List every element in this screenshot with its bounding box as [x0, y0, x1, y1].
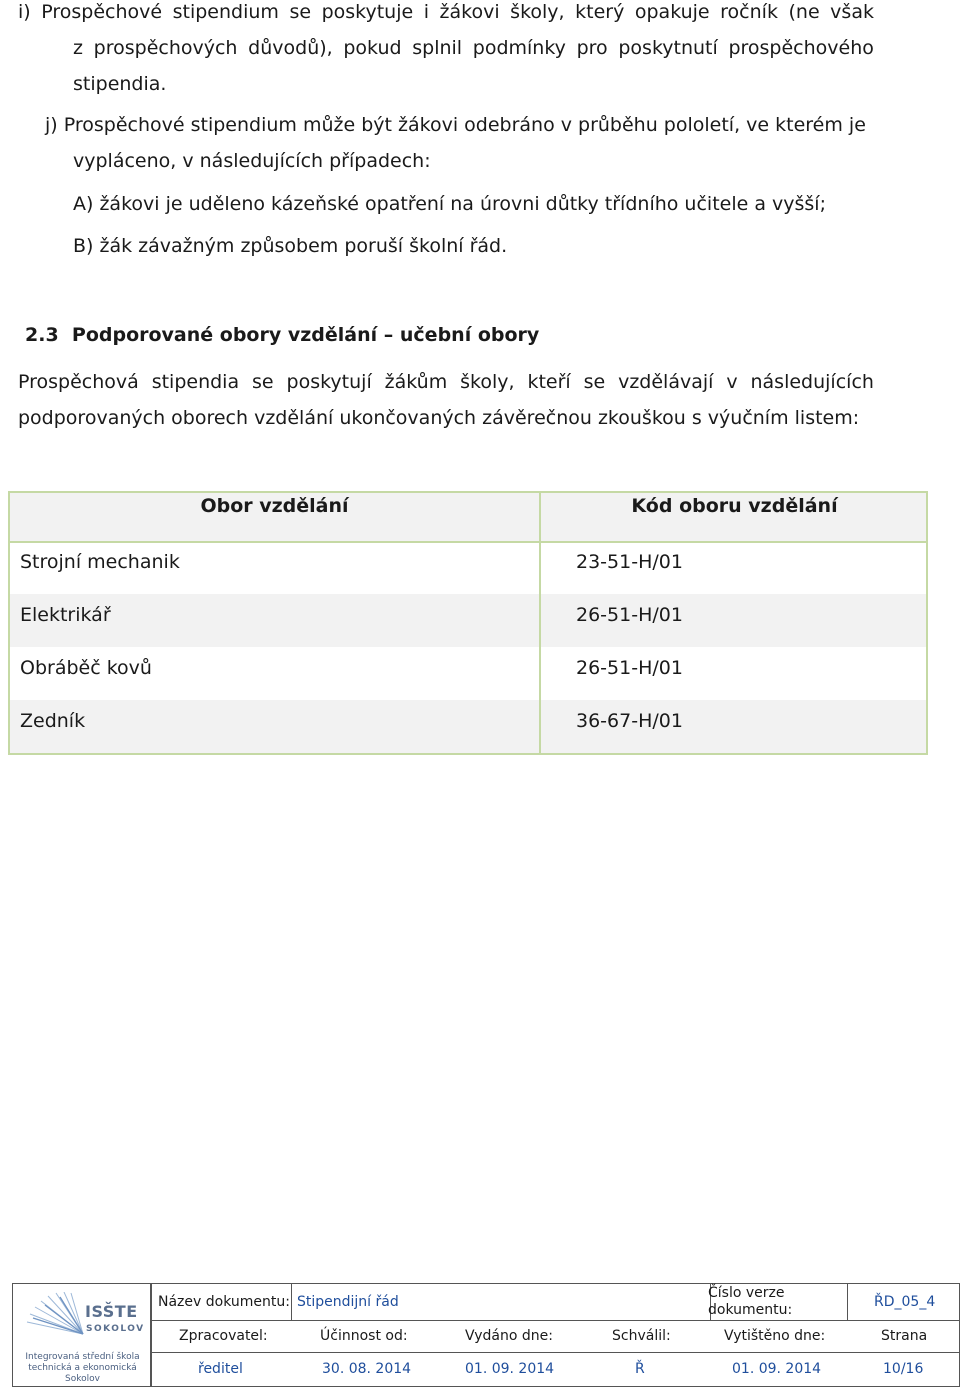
cell-kod: 26-51-H/01 — [576, 604, 683, 626]
cell-kod: 36-67-H/01 — [576, 710, 683, 732]
cell-obor: Strojní mechanik — [20, 551, 180, 573]
word: stipendium — [172, 1, 279, 23]
word: podmínky — [472, 37, 566, 59]
label-strana: Strana — [881, 1328, 928, 1344]
document-footer — [12, 1283, 960, 1387]
header-obor: Obor vzdělání — [200, 495, 349, 517]
col-divider — [291, 1284, 292, 1320]
logo-fan-icon — [25, 1292, 85, 1336]
version-value: ŘD_05_4 — [874, 1294, 936, 1310]
cell-kod: 26-51-H/01 — [576, 657, 683, 679]
version-label: Číslo verze dokumentu: — [708, 1285, 793, 1318]
word: se — [289, 1, 312, 23]
label-zpracovatel: Zpracovatel: — [179, 1328, 268, 1344]
school-logo — [12, 1283, 151, 1387]
word: poskytuje — [321, 1, 414, 23]
word: i) — [18, 1, 31, 23]
word: stipendia — [151, 371, 240, 393]
footer-info-grid — [151, 1283, 960, 1387]
word: i — [423, 1, 430, 23]
word: který — [575, 1, 625, 23]
label-schvalil: Schválil: — [612, 1328, 671, 1344]
value-vytisteno: 01. 09. 2014 — [732, 1361, 822, 1377]
item-i-line-2 — [73, 36, 874, 60]
word: opakuje — [634, 1, 710, 23]
col-divider — [847, 1284, 848, 1320]
word: se — [252, 371, 274, 393]
table-row — [10, 700, 926, 753]
value-strana: 10/16 — [883, 1361, 924, 1377]
word: žákům — [384, 371, 448, 393]
section-para-line-2: podporovaných oborech vzdělání ukončovaných závěrečnou zkouškou s výučním listem: — [18, 407, 860, 429]
word: se — [583, 371, 606, 393]
cell-obor: Obráběč kovů — [20, 657, 152, 679]
word: poskytují — [286, 371, 372, 393]
item-i-line-3: stipendia. — [73, 73, 167, 95]
label-ucinnost: Účinnost od: — [320, 1328, 408, 1344]
value-ucinnost: 30. 08. 2014 — [322, 1361, 412, 1377]
obory-table — [8, 491, 928, 755]
word: školy, — [460, 371, 515, 393]
section-para-line-1 — [18, 370, 874, 394]
label-vytisteno: Vytištěno dne: — [724, 1328, 826, 1344]
doc-name-value: Stipendijní řád — [297, 1294, 399, 1310]
word: pro — [576, 37, 608, 59]
cell-obor: Zedník — [20, 710, 86, 732]
logo-caption — [13, 1352, 152, 1385]
doc-name-label: Název dokumentu: — [158, 1294, 290, 1310]
word: Prospěchové — [41, 1, 163, 23]
cell-kod: 23-51-H/01 — [576, 551, 683, 573]
item-i-line-1 — [18, 0, 874, 24]
logo-caption-line: technická a ekonomická — [28, 1363, 137, 1373]
word: však — [830, 1, 874, 23]
word: školy, — [510, 1, 565, 23]
word: Prospěchová — [18, 371, 139, 393]
row-divider — [152, 1320, 959, 1321]
item-j-line-2: vypláceno, v následujících případech: — [73, 150, 431, 172]
item-j-case-a: A) žákovi je uděleno kázeňské opatření na úrovni důtky třídního učitele a vyšší; — [73, 193, 826, 215]
word: následujících — [750, 371, 874, 393]
section-title: 2.3 Podporované obory vzdělání – učební obory — [25, 324, 540, 346]
word: důvodů), — [248, 37, 333, 59]
word: pokud — [343, 37, 402, 59]
item-j-line-1: j) Prospěchové stipendium může být žákovi odebráno v průběhu pololetí, ve kterém je — [45, 114, 866, 136]
word: ročník — [720, 1, 778, 23]
word: prospěchového — [728, 37, 874, 59]
word: z — [73, 37, 83, 59]
label-vydano: Vydáno dne: — [465, 1328, 553, 1344]
word: (ne — [788, 1, 820, 23]
word: vzdělávají — [618, 371, 714, 393]
word: žákovi — [439, 1, 500, 23]
word: prospěchových — [93, 37, 238, 59]
cell-obor: Elektrikář — [20, 604, 111, 626]
header-kod: Kód oboru vzdělání — [631, 495, 838, 517]
word: kteří — [527, 371, 571, 393]
table-row — [10, 594, 926, 647]
logo-caption-line: Sokolov — [65, 1374, 100, 1384]
value-schvalil: Ř — [635, 1361, 645, 1377]
word: poskytnutí — [618, 37, 718, 59]
value-zpracovatel: ředitel — [198, 1361, 243, 1377]
word: splnil — [412, 37, 463, 59]
logo-brand: ISŠTE — [85, 1302, 138, 1321]
logo-caption-line: Integrovaná střední škola — [25, 1352, 140, 1362]
row-divider — [152, 1352, 959, 1353]
value-vydano: 01. 09. 2014 — [465, 1361, 555, 1377]
word: v — [726, 371, 738, 393]
logo-city: SOKOLOV — [86, 1324, 145, 1334]
item-j-case-b: B) žák závažným způsobem poruší školní řád. — [73, 235, 508, 257]
